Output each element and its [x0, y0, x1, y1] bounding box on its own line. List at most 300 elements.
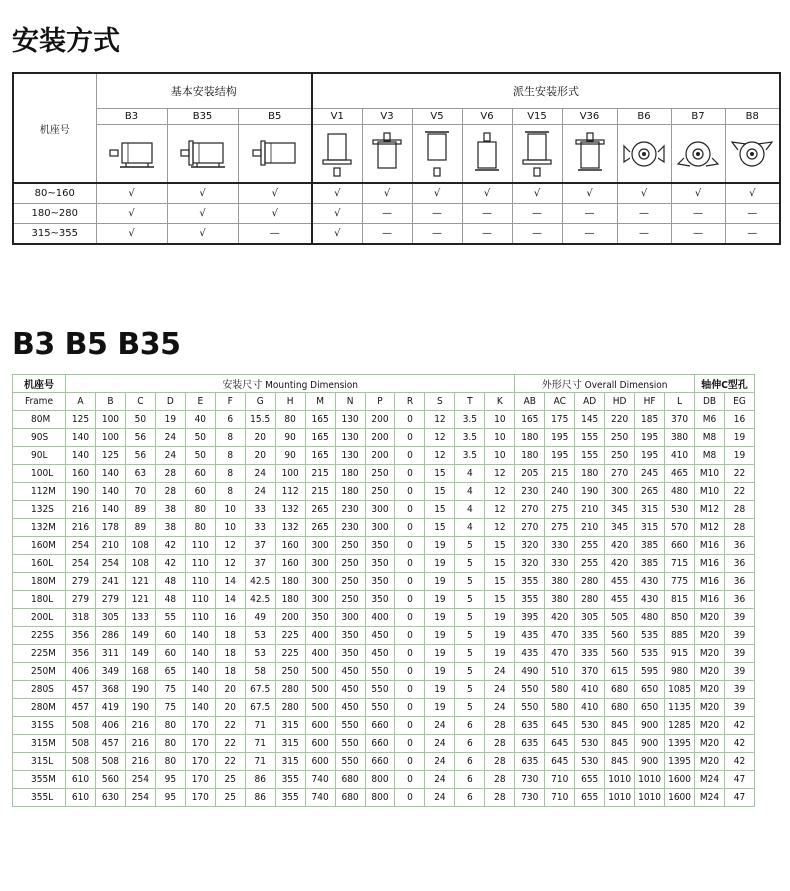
value-cell: 28 — [485, 771, 515, 789]
table-row — [13, 411, 755, 429]
value-cell: 19 — [425, 699, 455, 717]
value-cell: 200 — [275, 609, 305, 627]
value-cell: 600 — [305, 735, 335, 753]
value-cell: 508 — [66, 717, 96, 735]
value-cell: 355 — [515, 591, 545, 609]
col-header: HD — [605, 393, 635, 411]
value-cell: 280 — [575, 591, 605, 609]
code-b6: B6 — [617, 109, 671, 125]
diagram-cell-v5 — [412, 125, 462, 184]
col-header: S — [425, 393, 455, 411]
value-cell: 0 — [395, 609, 425, 627]
value-cell: 180 — [335, 483, 365, 501]
value-cell: 680 — [335, 771, 365, 789]
value-cell: 36 — [724, 537, 754, 555]
value-cell: 530 — [665, 501, 695, 519]
value-cell: 1085 — [665, 681, 695, 699]
frame-cell: 132S — [13, 501, 66, 519]
value-cell: 550 — [365, 663, 395, 681]
value-cell: 42 — [724, 753, 754, 771]
value-cell: 5 — [455, 609, 485, 627]
value-cell: 5 — [455, 699, 485, 717]
value-cell: 36 — [724, 555, 754, 573]
table-row — [13, 591, 755, 609]
value-cell: 300 — [305, 591, 335, 609]
value-cell: 108 — [125, 555, 155, 573]
value-cell: 24 — [485, 699, 515, 717]
v15-motor-icon — [513, 130, 562, 178]
diagram-cell-v15 — [512, 125, 562, 184]
value-cell: 480 — [635, 609, 665, 627]
value-cell: 480 — [665, 483, 695, 501]
value-cell: 419 — [95, 699, 125, 717]
code-b7: B7 — [671, 109, 725, 125]
value-cell: 279 — [66, 591, 96, 609]
value-cell: 75 — [155, 699, 185, 717]
value-cell: 19 — [425, 555, 455, 573]
value-cell: 1010 — [635, 789, 665, 807]
value-cell: 0 — [395, 555, 425, 573]
value-cell: 89 — [125, 519, 155, 537]
diagram-cell-v6 — [462, 125, 512, 184]
value-cell: 800 — [365, 771, 395, 789]
value-cell: 22 — [724, 483, 754, 501]
table-row — [13, 753, 755, 771]
value-cell: 350 — [305, 609, 335, 627]
value-cell: 508 — [95, 753, 125, 771]
value-cell: 140 — [185, 645, 215, 663]
value-cell: 385 — [635, 555, 665, 573]
frame-range: 315~355 — [13, 224, 96, 245]
dimension-table — [12, 374, 755, 807]
value-cell: 650 — [635, 681, 665, 699]
value-cell: 550 — [365, 699, 395, 717]
value-cell: 0 — [395, 411, 425, 429]
value-cell: 300 — [365, 519, 395, 537]
value-cell: M20 — [695, 645, 725, 663]
availability-cell: √ — [96, 183, 167, 204]
value-cell: 455 — [605, 591, 635, 609]
value-cell: 180 — [275, 591, 305, 609]
value-cell: 315 — [275, 753, 305, 771]
value-cell: 645 — [545, 717, 575, 735]
value-cell: 39 — [724, 681, 754, 699]
value-cell: 655 — [575, 789, 605, 807]
value-cell: 0 — [395, 699, 425, 717]
frame-cell: 80M — [13, 411, 66, 429]
col-header: L — [665, 393, 695, 411]
value-cell: 8 — [215, 447, 245, 465]
value-cell: 420 — [545, 609, 575, 627]
value-cell: 255 — [575, 537, 605, 555]
value-cell: M20 — [695, 681, 725, 699]
value-cell: 885 — [665, 627, 695, 645]
value-cell: 19 — [425, 627, 455, 645]
overall-dimension-header: 外形尺寸 Overall Dimension — [515, 375, 695, 393]
value-cell: 680 — [605, 699, 635, 717]
value-cell: 20 — [215, 681, 245, 699]
basic-group-header: 基本安装结构 — [96, 73, 312, 109]
value-cell: 149 — [125, 645, 155, 663]
diagram-cell-b35 — [167, 125, 238, 184]
value-cell: 305 — [95, 609, 125, 627]
table-row — [13, 573, 755, 591]
b8-motor-icon — [726, 138, 780, 170]
code-v36: V36 — [562, 109, 617, 125]
value-cell: 140 — [66, 447, 96, 465]
value-cell: 195 — [635, 447, 665, 465]
value-cell: 22 — [215, 735, 245, 753]
value-cell: 315 — [275, 717, 305, 735]
value-cell: 49 — [245, 609, 275, 627]
code-b3: B3 — [96, 109, 167, 125]
value-cell: 250 — [335, 555, 365, 573]
value-cell: 345 — [605, 519, 635, 537]
value-cell: 5 — [455, 537, 485, 555]
value-cell: 110 — [185, 537, 215, 555]
dimension-title: B3 B5 B35 — [12, 327, 181, 362]
value-cell: 270 — [605, 465, 635, 483]
code-b35: B35 — [167, 109, 238, 125]
value-cell: 140 — [185, 699, 215, 717]
value-cell: 216 — [125, 753, 155, 771]
value-cell: 110 — [185, 609, 215, 627]
value-cell: 530 — [575, 717, 605, 735]
value-cell: 775 — [665, 573, 695, 591]
value-cell: 8 — [215, 429, 245, 447]
col-header: B — [95, 393, 125, 411]
availability-cell: — — [238, 224, 312, 245]
table-row — [13, 789, 755, 807]
value-cell: 37 — [245, 537, 275, 555]
availability-cell: √ — [312, 183, 362, 204]
value-cell: 3.5 — [455, 411, 485, 429]
value-cell: 12 — [215, 555, 245, 573]
frame-cell: 90L — [13, 447, 66, 465]
value-cell: 0 — [395, 501, 425, 519]
value-cell: 12 — [485, 519, 515, 537]
value-cell: 250 — [275, 663, 305, 681]
value-cell: 19 — [425, 573, 455, 591]
value-cell: 140 — [66, 429, 96, 447]
availability-cell: — — [462, 224, 512, 245]
table-row — [13, 699, 755, 717]
value-cell: 6 — [215, 411, 245, 429]
value-cell: 200 — [365, 411, 395, 429]
value-cell: 140 — [95, 483, 125, 501]
value-cell: 108 — [125, 537, 155, 555]
value-cell: 635 — [515, 717, 545, 735]
value-cell: 16 — [724, 411, 754, 429]
value-cell: 370 — [665, 411, 695, 429]
value-cell: 25 — [215, 789, 245, 807]
value-cell: 216 — [125, 735, 155, 753]
value-cell: 56 — [125, 447, 155, 465]
value-cell: 18 — [215, 627, 245, 645]
value-cell: 254 — [125, 789, 155, 807]
value-cell: 270 — [515, 519, 545, 537]
value-cell: M6 — [695, 411, 725, 429]
b5-motor-icon — [239, 137, 312, 171]
value-cell: 430 — [635, 573, 665, 591]
value-cell: 355 — [515, 573, 545, 591]
v36-motor-icon — [563, 130, 617, 178]
availability-cell: √ — [96, 224, 167, 245]
value-cell: 349 — [95, 663, 125, 681]
value-cell: 635 — [515, 735, 545, 753]
column-header-row — [13, 393, 755, 411]
availability-cell: √ — [167, 183, 238, 204]
value-cell: 1395 — [665, 735, 695, 753]
value-cell: 24 — [425, 735, 455, 753]
value-cell: 1285 — [665, 717, 695, 735]
value-cell: 275 — [545, 519, 575, 537]
value-cell: 205 — [515, 465, 545, 483]
value-cell: 168 — [125, 663, 155, 681]
value-cell: 80 — [155, 717, 185, 735]
frame-cell: 160M — [13, 537, 66, 555]
value-cell: 800 — [365, 789, 395, 807]
availability-cell: √ — [725, 183, 780, 204]
shaft-hole-header: 轴伸C型孔 — [695, 375, 755, 393]
value-cell: 14 — [215, 591, 245, 609]
value-cell: 125 — [95, 447, 125, 465]
value-cell: 0 — [395, 591, 425, 609]
table-row — [13, 429, 755, 447]
value-cell: 560 — [605, 627, 635, 645]
value-cell: 845 — [605, 717, 635, 735]
value-cell: 406 — [95, 717, 125, 735]
value-cell: 19 — [155, 411, 185, 429]
value-cell: 215 — [305, 465, 335, 483]
value-cell: 100 — [275, 465, 305, 483]
code-v6: V6 — [462, 109, 512, 125]
value-cell: 3.5 — [455, 447, 485, 465]
value-cell: M20 — [695, 699, 725, 717]
value-cell: 42 — [724, 735, 754, 753]
value-cell: 305 — [575, 609, 605, 627]
availability-cell: √ — [412, 183, 462, 204]
value-cell: 900 — [635, 717, 665, 735]
code-b8: B8 — [725, 109, 780, 125]
value-cell: 60 — [185, 483, 215, 501]
value-cell: 22 — [724, 465, 754, 483]
value-cell: 19 — [485, 609, 515, 627]
value-cell: 0 — [395, 573, 425, 591]
value-cell: 180 — [575, 465, 605, 483]
value-cell: 37 — [245, 555, 275, 573]
value-cell: 1010 — [605, 789, 635, 807]
value-cell: 280 — [275, 681, 305, 699]
value-cell: 67.5 — [245, 699, 275, 717]
frame-cell: 200L — [13, 609, 66, 627]
table-row — [13, 681, 755, 699]
value-cell: 12 — [425, 447, 455, 465]
frame-cell: 355L — [13, 789, 66, 807]
mounting-type-title: 安装方式 — [12, 26, 120, 57]
value-cell: 845 — [605, 753, 635, 771]
col-header: EG — [724, 393, 754, 411]
value-cell: 550 — [515, 681, 545, 699]
value-cell: 42.5 — [245, 591, 275, 609]
v1-motor-icon — [313, 130, 362, 178]
value-cell: 65 — [155, 663, 185, 681]
value-cell: M20 — [695, 663, 725, 681]
value-cell: 12 — [485, 501, 515, 519]
value-cell: 5 — [455, 645, 485, 663]
value-cell: 215 — [545, 465, 575, 483]
value-cell: 470 — [545, 645, 575, 663]
availability-cell: — — [362, 204, 412, 224]
value-cell: 195 — [545, 429, 575, 447]
value-cell: 355 — [275, 789, 305, 807]
value-cell: M20 — [695, 735, 725, 753]
value-cell: 200 — [365, 429, 395, 447]
value-cell: 845 — [605, 735, 635, 753]
value-cell: 280 — [275, 699, 305, 717]
value-cell: 19 — [485, 645, 515, 663]
v5-motor-icon — [413, 130, 462, 178]
value-cell: 71 — [245, 735, 275, 753]
value-cell: 600 — [305, 753, 335, 771]
value-cell: 410 — [575, 681, 605, 699]
value-cell: 195 — [545, 447, 575, 465]
value-cell: 28 — [724, 519, 754, 537]
value-cell: 450 — [365, 645, 395, 663]
diagram-cell-b8 — [725, 125, 780, 184]
value-cell: 470 — [545, 627, 575, 645]
frame-cell: 225S — [13, 627, 66, 645]
value-cell: 815 — [665, 591, 695, 609]
value-cell: 121 — [125, 591, 155, 609]
value-cell: 350 — [365, 537, 395, 555]
value-cell: 500 — [305, 699, 335, 717]
value-cell: 715 — [665, 555, 695, 573]
value-cell: M20 — [695, 627, 725, 645]
col-header: AC — [545, 393, 575, 411]
value-cell: 254 — [95, 555, 125, 573]
diagram-cell-v3 — [362, 125, 412, 184]
value-cell: 0 — [395, 465, 425, 483]
diagram-cell-b3 — [96, 125, 167, 184]
value-cell: 315 — [635, 519, 665, 537]
code-v5: V5 — [412, 109, 462, 125]
value-cell: 210 — [575, 519, 605, 537]
value-cell: 1010 — [635, 771, 665, 789]
value-cell: 60 — [155, 627, 185, 645]
mounting-type-table — [12, 72, 781, 245]
value-cell: 1010 — [605, 771, 635, 789]
code-v3: V3 — [362, 109, 412, 125]
value-cell: 315 — [635, 501, 665, 519]
availability-cell: √ — [562, 183, 617, 204]
value-cell: 300 — [335, 609, 365, 627]
value-cell: 435 — [515, 645, 545, 663]
availability-cell: — — [725, 204, 780, 224]
value-cell: 215 — [305, 483, 335, 501]
value-cell: 15.5 — [245, 411, 275, 429]
value-cell: 125 — [66, 411, 96, 429]
value-cell: 12 — [425, 411, 455, 429]
value-cell: M10 — [695, 483, 725, 501]
value-cell: 225 — [275, 627, 305, 645]
value-cell: 200 — [365, 447, 395, 465]
col-header: A — [66, 393, 96, 411]
col-header: K — [485, 393, 515, 411]
value-cell: 560 — [95, 771, 125, 789]
value-cell: 400 — [305, 627, 335, 645]
value-cell: 400 — [365, 609, 395, 627]
value-cell: 15 — [485, 555, 515, 573]
value-cell: 241 — [95, 573, 125, 591]
value-cell: 368 — [95, 681, 125, 699]
value-cell: 3.5 — [455, 429, 485, 447]
availability-cell: — — [562, 204, 617, 224]
value-cell: 311 — [95, 645, 125, 663]
value-cell: 19 — [425, 663, 455, 681]
value-cell: M12 — [695, 519, 725, 537]
value-cell: 39 — [724, 663, 754, 681]
value-cell: 335 — [575, 627, 605, 645]
value-cell: 350 — [335, 627, 365, 645]
value-cell: 24 — [425, 771, 455, 789]
table-row — [13, 609, 755, 627]
value-cell: 8 — [215, 483, 245, 501]
value-cell: 180 — [515, 429, 545, 447]
value-cell: 240 — [545, 483, 575, 501]
value-cell: 435 — [515, 627, 545, 645]
value-cell: 450 — [335, 699, 365, 717]
frame-range: 80~160 — [13, 183, 96, 204]
value-cell: 385 — [635, 537, 665, 555]
code-v15: V15 — [512, 109, 562, 125]
availability-cell: — — [512, 224, 562, 245]
value-cell: 48 — [155, 573, 185, 591]
value-cell: 216 — [125, 717, 155, 735]
value-cell: 14 — [215, 573, 245, 591]
value-cell: 345 — [605, 501, 635, 519]
value-cell: 457 — [66, 699, 96, 717]
value-cell: 580 — [545, 681, 575, 699]
value-cell: 67.5 — [245, 681, 275, 699]
value-cell: 24 — [485, 681, 515, 699]
value-cell: 6 — [455, 789, 485, 807]
value-cell: 18 — [215, 645, 245, 663]
value-cell: 1600 — [665, 789, 695, 807]
value-cell: 530 — [575, 735, 605, 753]
value-cell: 28 — [485, 735, 515, 753]
value-cell: 210 — [575, 501, 605, 519]
value-cell: 12 — [485, 483, 515, 501]
value-cell: 500 — [305, 663, 335, 681]
value-cell: 10 — [215, 501, 245, 519]
value-cell: 121 — [125, 573, 155, 591]
value-cell: 53 — [245, 627, 275, 645]
value-cell: 50 — [185, 447, 215, 465]
value-cell: 130 — [335, 447, 365, 465]
availability-cell: √ — [362, 183, 412, 204]
availability-cell: √ — [238, 183, 312, 204]
value-cell: 560 — [605, 645, 635, 663]
value-cell: 0 — [395, 771, 425, 789]
value-cell: 33 — [245, 501, 275, 519]
b3-motor-icon — [97, 137, 167, 171]
value-cell: 680 — [605, 681, 635, 699]
value-cell: M24 — [695, 789, 725, 807]
frame-cn-header: 机座号 — [13, 375, 66, 393]
availability-cell: √ — [312, 224, 362, 245]
value-cell: 275 — [545, 501, 575, 519]
